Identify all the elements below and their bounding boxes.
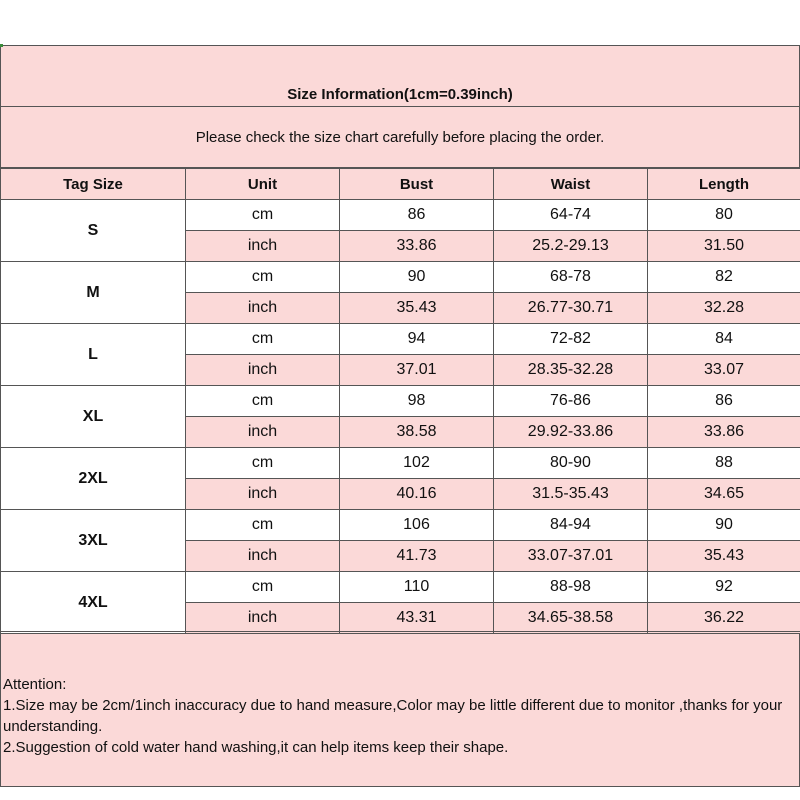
size-chart-title: Size Information(1cm=0.39inch) — [0, 45, 800, 107]
tag-size-cell: 2XL — [1, 448, 186, 510]
header-waist: Waist — [494, 169, 648, 200]
bust-cell: 102 — [340, 448, 494, 479]
tag-size-cell: 3XL — [1, 510, 186, 572]
table-row — [1, 572, 800, 603]
attention-notes — [0, 631, 800, 787]
waist-cell: 33.07-37.01 — [494, 541, 648, 572]
length-cell: 82 — [648, 262, 800, 293]
header-bust: Bust — [340, 169, 494, 200]
bust-cell: 90 — [340, 262, 494, 293]
waist-cell: 28.35-32.28 — [494, 355, 648, 386]
unit-cell: inch — [186, 541, 340, 572]
waist-cell: 80-90 — [494, 448, 648, 479]
header-tag-size: Tag Size — [1, 169, 186, 200]
bust-cell: 98 — [340, 386, 494, 417]
length-cell: 36.22 — [648, 603, 800, 634]
attention-heading: Attention: — [3, 676, 67, 693]
tag-size-cell: M — [1, 262, 186, 324]
bust-cell: 43.31 — [340, 603, 494, 634]
table-row — [1, 200, 800, 231]
header-unit: Unit — [186, 169, 340, 200]
attention-note-2: 2.Suggestion of cold water hand washing,it can help items keep their shape. — [3, 739, 509, 756]
tag-size-cell: 4XL — [1, 572, 186, 634]
tag-size-cell: XL — [1, 386, 186, 448]
bust-cell: 41.73 — [340, 541, 494, 572]
waist-cell: 76-86 — [494, 386, 648, 417]
bust-cell: 94 — [340, 324, 494, 355]
unit-cell: cm — [186, 262, 340, 293]
bust-cell: 35.43 — [340, 293, 494, 324]
tag-size-cell: S — [1, 200, 186, 262]
unit-cell: inch — [186, 293, 340, 324]
waist-cell: 31.5-35.43 — [494, 479, 648, 510]
unit-cell: inch — [186, 231, 340, 262]
length-cell: 92 — [648, 572, 800, 603]
table-row — [1, 510, 800, 541]
unit-cell: inch — [186, 603, 340, 634]
bust-cell: 86 — [340, 200, 494, 231]
length-cell: 80 — [648, 200, 800, 231]
bust-cell: 106 — [340, 510, 494, 541]
unit-cell: cm — [186, 510, 340, 541]
unit-cell: cm — [186, 324, 340, 355]
attention-note-1: 1.Size may be 2cm/1inch inaccuracy due to hand measure,Color may be little different due to monitor ,thanks for your understanding. — [3, 697, 783, 735]
waist-cell: 25.2-29.13 — [494, 231, 648, 262]
table-header-row — [1, 169, 800, 200]
bust-cell: 37.01 — [340, 355, 494, 386]
length-cell: 35.43 — [648, 541, 800, 572]
unit-cell: cm — [186, 200, 340, 231]
waist-cell: 34.65-38.58 — [494, 603, 648, 634]
length-cell: 88 — [648, 448, 800, 479]
unit-cell: cm — [186, 386, 340, 417]
size-chart-subtitle: Please check the size chart carefully before placing the order. — [0, 107, 800, 168]
waist-cell: 68-78 — [494, 262, 648, 293]
table-row — [1, 262, 800, 293]
length-cell: 32.28 — [648, 293, 800, 324]
bust-cell: 40.16 — [340, 479, 494, 510]
unit-cell: inch — [186, 355, 340, 386]
bust-cell: 38.58 — [340, 417, 494, 448]
length-cell: 33.86 — [648, 417, 800, 448]
bust-cell: 110 — [340, 572, 494, 603]
waist-cell: 84-94 — [494, 510, 648, 541]
header-length: Length — [648, 169, 800, 200]
length-cell: 86 — [648, 386, 800, 417]
length-cell: 90 — [648, 510, 800, 541]
length-cell: 34.65 — [648, 479, 800, 510]
table-row — [1, 386, 800, 417]
tag-size-cell: L — [1, 324, 186, 386]
waist-cell: 72-82 — [494, 324, 648, 355]
waist-cell: 26.77-30.71 — [494, 293, 648, 324]
waist-cell: 64-74 — [494, 200, 648, 231]
size-table-body — [1, 200, 800, 634]
length-cell: 33.07 — [648, 355, 800, 386]
table-row — [1, 324, 800, 355]
bust-cell: 33.86 — [340, 231, 494, 262]
table-row — [1, 448, 800, 479]
unit-cell: inch — [186, 417, 340, 448]
length-cell: 84 — [648, 324, 800, 355]
waist-cell: 29.92-33.86 — [494, 417, 648, 448]
waist-cell: 88-98 — [494, 572, 648, 603]
unit-cell: cm — [186, 448, 340, 479]
size-table — [0, 168, 800, 634]
unit-cell: cm — [186, 572, 340, 603]
unit-cell: inch — [186, 479, 340, 510]
length-cell: 31.50 — [648, 231, 800, 262]
